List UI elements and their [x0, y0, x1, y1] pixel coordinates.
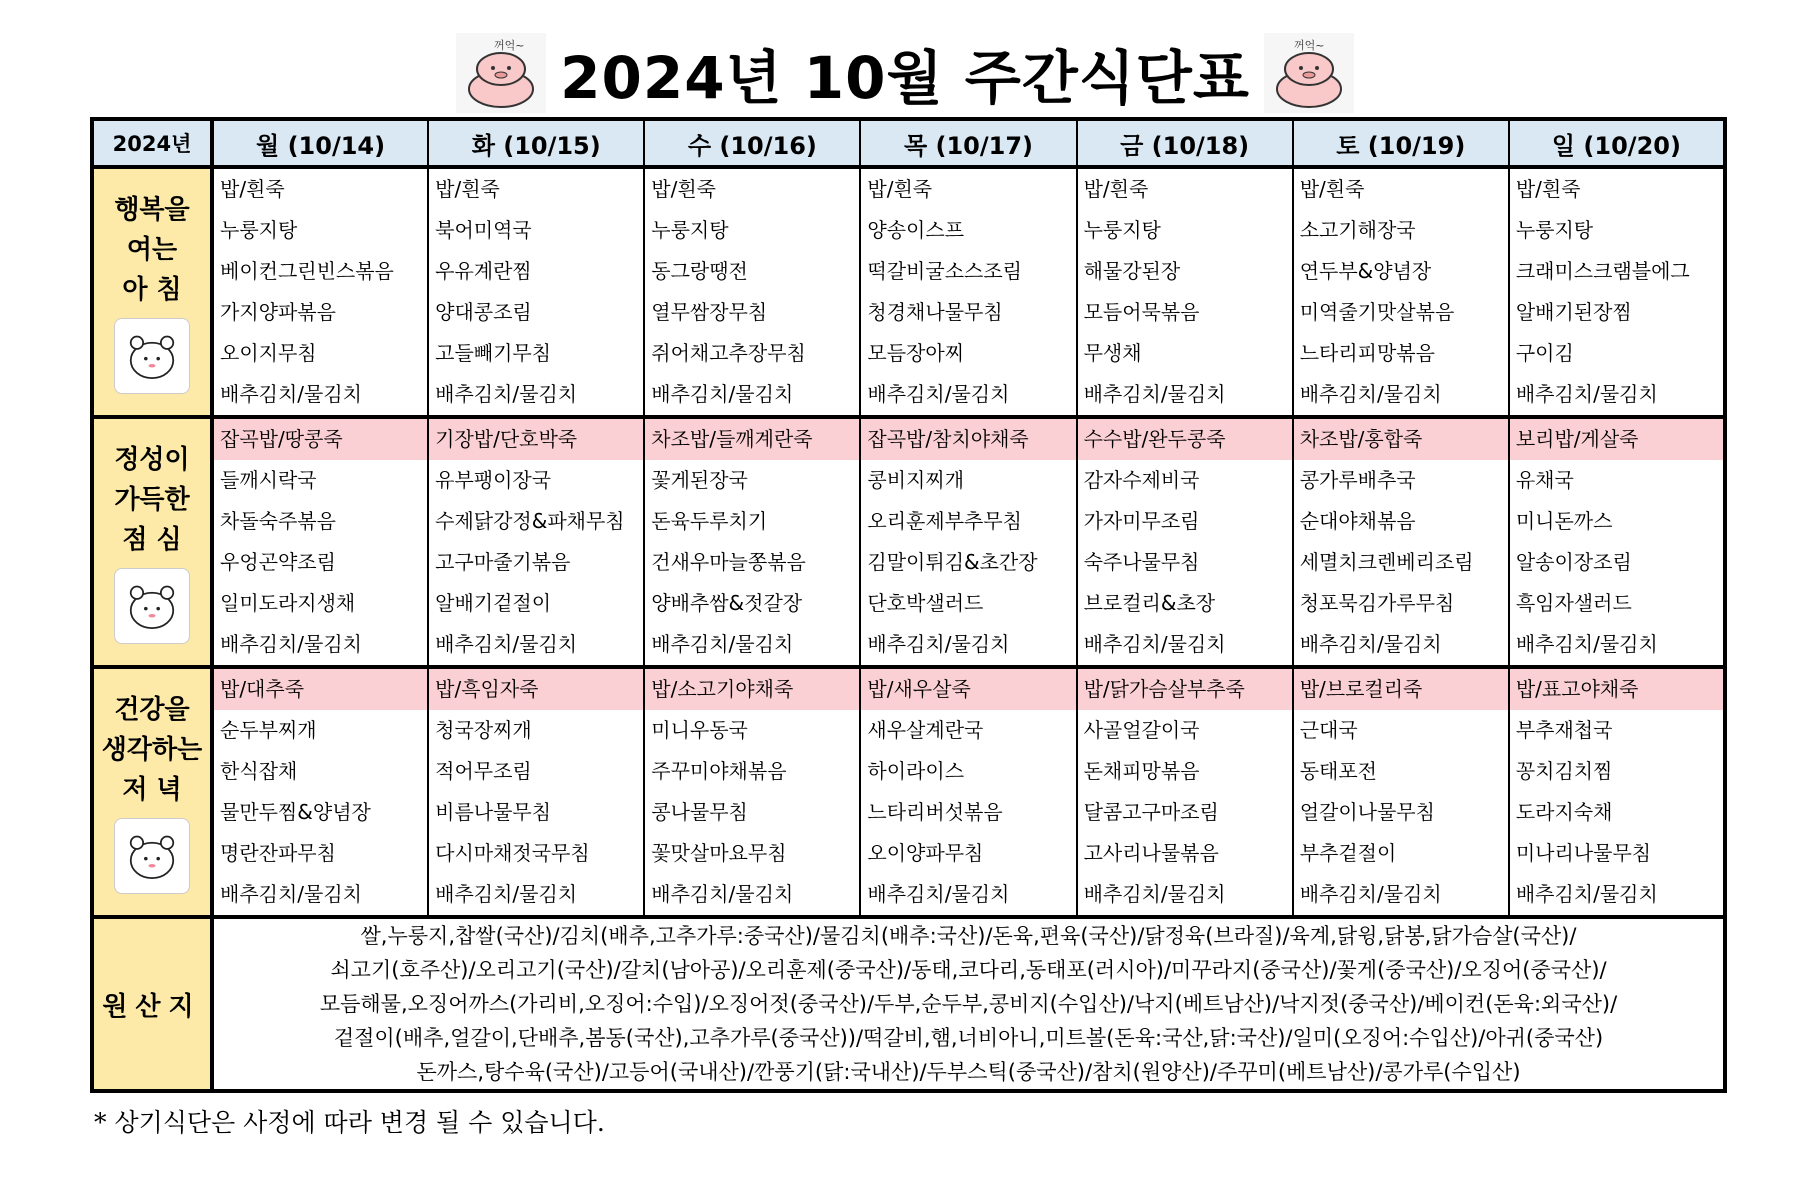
day-header: 일 (10/20)	[1509, 119, 1725, 167]
menu-item: 알송이장조림	[1515, 550, 1632, 574]
menu-item: 양송이스프	[867, 218, 965, 242]
meal-label-line: 생각하는	[101, 735, 203, 765]
menu-item: 배추김치/물김치	[1515, 632, 1658, 656]
menu-item: 알배기된장찜	[1515, 300, 1632, 324]
menu-item: 배추김치/물김치	[867, 882, 1010, 906]
menu-item: 배추김치/물김치	[435, 382, 578, 406]
lunch-day-cell	[1077, 417, 1293, 667]
menu-item: 구이김	[1515, 341, 1574, 365]
menu-item: 김말이튀김&초간장	[867, 550, 1038, 574]
menu-item: 새우살계란국	[867, 718, 984, 742]
menu-item: 누룽지탕	[1083, 218, 1161, 242]
dinner-day-cell	[1509, 667, 1725, 917]
menu-item: 잡곡밥/참치야채죽	[861, 419, 1075, 460]
lunch-day-cell	[428, 417, 644, 667]
menu-item: 사골얼갈이국	[1083, 718, 1200, 742]
day-header: 월 (10/14)	[212, 119, 428, 167]
menu-item: 순두부찌개	[220, 718, 317, 742]
menu-item: 배추김치/물김치	[651, 632, 794, 656]
menu-item: 배추김치/물김치	[1299, 882, 1442, 906]
menu-item: 배추김치/물김치	[651, 382, 794, 406]
menu-item: 가자미무조림	[1083, 509, 1200, 533]
menu-item: 꽃게된장국	[651, 468, 748, 492]
lunch-day-cell	[860, 417, 1076, 667]
lunch-day-cell	[1293, 417, 1509, 667]
menu-item: 배추김치/물김치	[1083, 382, 1226, 406]
menu-item: 해물강된장	[1083, 259, 1181, 283]
lunch-day-cell	[1509, 417, 1725, 667]
menu-item: 밥/흰죽	[651, 177, 716, 201]
menu-item: 밥/대추죽	[214, 669, 427, 710]
menu-item: 배추김치/물김치	[1083, 632, 1226, 656]
menu-item: 콩비지찌개	[867, 468, 965, 492]
menu-item: 하이라이스	[867, 759, 965, 783]
menu-item: 미니돈까스	[1515, 509, 1613, 533]
menu-item: 무생채	[1083, 341, 1142, 365]
lunch-day-cell	[644, 417, 860, 667]
menu-item: 비름나물무침	[435, 800, 552, 824]
menu-item: 밥/표고야채죽	[1510, 669, 1723, 710]
title-bar	[0, 28, 1810, 118]
menu-item: 도라지숙채	[1515, 800, 1613, 824]
lunch-row	[92, 417, 1725, 667]
menu-item: 한식잡채	[220, 759, 298, 783]
menu-item: 명란잔파무침	[220, 841, 336, 865]
day-header: 토 (10/19)	[1293, 119, 1509, 167]
menu-item: 배추김치/물김치	[1515, 382, 1658, 406]
menu-item: 콩가루배추국	[1299, 468, 1416, 492]
menu-item: 적어무조림	[435, 759, 532, 783]
menu-item: 연두부&양념장	[1299, 259, 1432, 283]
menu-item: 숙주나물무침	[1083, 550, 1200, 574]
menu-item: 부추겉절이	[1299, 841, 1397, 865]
menu-item: 콩나물무침	[651, 800, 748, 824]
origin-line: 겉절이(배추,얼갈이,단배추,봄동(국산),고추가루(중국산))/떡갈비,햄,너비아니,미트볼(돈육:국산,닭:국산)/일미(오징어:수입산)/아귀(중국산)	[333, 1026, 1604, 1050]
menu-item: 가지양파볶음	[220, 300, 336, 324]
meal-label-line: 정성이	[114, 445, 190, 475]
menu-item: 달콤고구마조림	[1083, 800, 1219, 824]
menu-item: 소고기해장국	[1299, 218, 1416, 242]
year-header: 2024년	[92, 119, 212, 167]
menu-item: 물만두찜&양념장	[220, 800, 371, 824]
menu-item: 감자수제비국	[1083, 468, 1200, 492]
menu-item: 밥/흑임자죽	[429, 669, 643, 710]
menu-item: 떡갈비굴소스조림	[867, 259, 1022, 283]
menu-item: 수제닭강정&파채무침	[435, 509, 625, 533]
menu-item: 돈채피망볶음	[1083, 759, 1200, 783]
menu-item: 오이양파무침	[867, 841, 984, 865]
hamster-icon	[114, 318, 190, 394]
menu-item: 크래미스크램블에그	[1515, 259, 1690, 283]
menu-item: 밥/흰죽	[435, 177, 500, 201]
menu-item: 유부팽이장국	[435, 468, 552, 492]
menu-item: 미나리나물무침	[1515, 841, 1652, 865]
menu-item: 배추김치/물김치	[867, 632, 1010, 656]
menu-item: 밥/흰죽	[867, 177, 933, 201]
menu-item: 부추재첩국	[1515, 718, 1613, 742]
menu-item: 얼갈이나물무침	[1299, 800, 1435, 824]
menu-item: 동그랑땡전	[651, 259, 748, 283]
menu-item: 기장밥/단호박죽	[429, 419, 643, 460]
lunch-day-cell	[212, 417, 428, 667]
breakfast-row	[92, 167, 1725, 417]
meal-label-line: 여는	[126, 235, 178, 265]
menu-item: 배추김치/물김치	[1515, 882, 1658, 906]
menu-item: 열무쌈장무침	[651, 300, 768, 324]
menu-item: 오리훈제부추무침	[867, 509, 1022, 533]
menu-item: 배추김치/물김치	[1299, 382, 1442, 406]
menu-item: 꽃맛살마요무침	[651, 841, 787, 865]
menu-item: 미역줄기맛살볶음	[1299, 300, 1455, 324]
menu-item: 일미도라지생채	[220, 591, 356, 615]
origin-text	[212, 917, 1725, 1091]
menu-item: 양대콩조림	[435, 300, 532, 324]
menu-item: 누룽지탕	[1515, 218, 1594, 242]
menu-item: 오이지무침	[220, 341, 317, 365]
menu-item: 누룽지탕	[651, 218, 729, 242]
menu-item: 돈육두루치기	[651, 509, 768, 533]
menu-item: 배추김치/물김치	[1083, 882, 1226, 906]
menu-item: 청국장찌개	[435, 718, 532, 742]
breakfast-day-cell	[1077, 167, 1293, 417]
menu-item: 차조밥/홍합죽	[1294, 419, 1508, 460]
lunch-label	[92, 417, 212, 667]
meal-label-line: 저 녁	[122, 775, 182, 805]
menu-item: 배추김치/물김치	[220, 382, 362, 406]
menu-item: 북어미역국	[435, 218, 532, 242]
menu-item: 차돌숙주볶음	[220, 509, 336, 533]
menu-item: 밥/흰죽	[1299, 177, 1365, 201]
origin-row	[92, 917, 1725, 1091]
page-title: 2024년 10월 주간식단표	[560, 44, 1250, 112]
meal-label-line: 건강을	[114, 695, 190, 725]
menu-item: 브로컬리&초장	[1083, 591, 1216, 615]
origin-line: 돈까스,탕수육(국산)/고등어(국내산)/깐풍기(닭:국내산)/두부스틱(중국산)/참치(원양산)/주꾸미(베트남산)/콩가루(수입산)	[416, 1060, 1521, 1084]
dinner-row	[92, 667, 1725, 917]
svg-text:꺼억~: 꺼억~	[1293, 39, 1325, 52]
menu-item: 배추김치/물김치	[435, 632, 578, 656]
svg-text:꺼억~: 꺼억~	[494, 39, 525, 52]
menu-item: 보리밥/게살죽	[1510, 419, 1723, 460]
dinner-day-cell	[860, 667, 1076, 917]
breakfast-day-cell	[644, 167, 860, 417]
menu-item: 쥐어채고추장무침	[651, 341, 806, 365]
menu-item: 청경채나물무침	[867, 300, 1003, 324]
menu-item: 주꾸미야채볶음	[651, 759, 787, 783]
mascot-right-icon	[1264, 33, 1354, 113]
menu-item: 알배기겉절이	[435, 591, 552, 615]
menu-item: 수수밥/완두콩죽	[1078, 419, 1292, 460]
menu-item: 청포묵김가루무침	[1299, 591, 1455, 615]
weekly-menu-table	[90, 117, 1727, 1093]
meal-label-line: 점 심	[122, 525, 182, 555]
menu-item: 배추김치/물김치	[1299, 632, 1442, 656]
menu-item: 밥/새우살죽	[861, 669, 1075, 710]
menu-item: 고들빼기무침	[435, 341, 552, 365]
menu-item: 미니우동국	[651, 718, 748, 742]
origin-line: 모듬해물,오징어까스(가리비,오징어:수입)/오징어젓(중국산)/두부,순두부,콩비지(수입산)/낙지(베트남산)/낙지젓(중국산)/베이컨(돈육:외국산)/	[319, 992, 1618, 1016]
origin-line: 쇠고기(호주산)/오리고기(국산)/갈치(남아공)/오리훈제(중국산)/동태,코다리,동태포(러시아)/미꾸라지(중국산)/꽃게(중국산)/오징어(중국산)/	[330, 958, 1607, 982]
menu-item: 배추김치/물김치	[651, 882, 794, 906]
menu-item: 밥/흰죽	[1083, 177, 1149, 201]
menu-item: 건새우마늘쫑볶음	[651, 550, 806, 574]
day-header: 수 (10/16)	[644, 119, 860, 167]
meal-label-line: 행복을	[114, 195, 190, 225]
menu-item: 근대국	[1299, 718, 1358, 742]
menu-item: 꽁치김치찜	[1515, 759, 1613, 783]
dinner-day-cell	[428, 667, 644, 917]
dinner-day-cell	[1293, 667, 1509, 917]
breakfast-day-cell	[212, 167, 428, 417]
breakfast-day-cell	[1509, 167, 1725, 417]
menu-item: 베이컨그린빈스볶음	[220, 259, 394, 283]
menu-item: 모듬어묵볶음	[1083, 300, 1200, 324]
origin-line: 쌀,누룽지,찹쌀(국산)/김치(배추,고추가루:중국산)/물김치(배추:국산)/돈육,편육(국산)/닭정육(브라질)/육계,닭윙,닭봉,닭가슴살(국산)/	[360, 924, 1577, 948]
menu-item: 밥/흰죽	[220, 177, 285, 201]
hamster-icon	[114, 818, 190, 894]
mascot-left-icon	[456, 33, 546, 113]
footnote: * 상기식단은 사정에 따라 변경 될 수 있습니다.	[94, 1108, 605, 1137]
menu-item: 고사리나물볶음	[1083, 841, 1219, 865]
menu-item: 단호박샐러드	[867, 591, 984, 615]
dinner-day-cell	[212, 667, 428, 917]
breakfast-day-cell	[428, 167, 644, 417]
menu-item: 다시마채젓국무침	[435, 841, 590, 865]
menu-item: 누룽지탕	[220, 218, 298, 242]
menu-item: 모듬장아찌	[867, 341, 965, 365]
menu-item: 우유계란찜	[435, 259, 532, 283]
header-row	[92, 119, 1725, 167]
menu-item: 밥/브로컬리죽	[1294, 669, 1508, 710]
breakfast-label	[92, 167, 212, 417]
menu-item: 양배추쌈&젓갈장	[651, 591, 803, 615]
menu-item: 동태포전	[1299, 759, 1377, 783]
breakfast-day-cell	[1293, 167, 1509, 417]
menu-item: 배추김치/물김치	[867, 382, 1010, 406]
menu-item: 배추김치/물김치	[220, 632, 362, 656]
origin-label: 원산지	[92, 917, 212, 1091]
dinner-label	[92, 667, 212, 917]
menu-item: 느타리버섯볶음	[867, 800, 1003, 824]
menu-item: 유채국	[1515, 468, 1574, 492]
hamster-icon	[114, 568, 190, 644]
menu-item: 세멸치크렌베리조림	[1299, 550, 1474, 574]
breakfast-day-cell	[860, 167, 1076, 417]
menu-item: 흑임자샐러드	[1515, 591, 1632, 615]
day-header: 목 (10/17)	[860, 119, 1076, 167]
menu-item: 밥/소고기야채죽	[645, 669, 859, 710]
meal-label-line: 아 침	[122, 275, 182, 305]
day-header: 화 (10/15)	[428, 119, 644, 167]
day-header: 금 (10/18)	[1077, 119, 1293, 167]
menu-item: 고구마줄기볶음	[435, 550, 571, 574]
dinner-day-cell	[1077, 667, 1293, 917]
menu-item: 잡곡밥/땅콩죽	[214, 419, 427, 460]
menu-item: 느타리피망볶음	[1299, 341, 1435, 365]
menu-item: 배추김치/물김치	[220, 882, 362, 906]
menu-item: 밥/흰죽	[1515, 177, 1581, 201]
menu-item: 순대야채볶음	[1299, 509, 1416, 533]
dinner-day-cell	[644, 667, 860, 917]
menu-item: 밥/닭가슴살부추죽	[1078, 669, 1292, 710]
meal-label-line: 가득한	[114, 485, 190, 515]
menu-item: 우엉곤약조림	[220, 550, 336, 574]
menu-item: 들깨시락국	[220, 468, 317, 492]
menu-item: 배추김치/물김치	[435, 882, 578, 906]
menu-item: 차조밥/들깨계란죽	[645, 419, 859, 460]
